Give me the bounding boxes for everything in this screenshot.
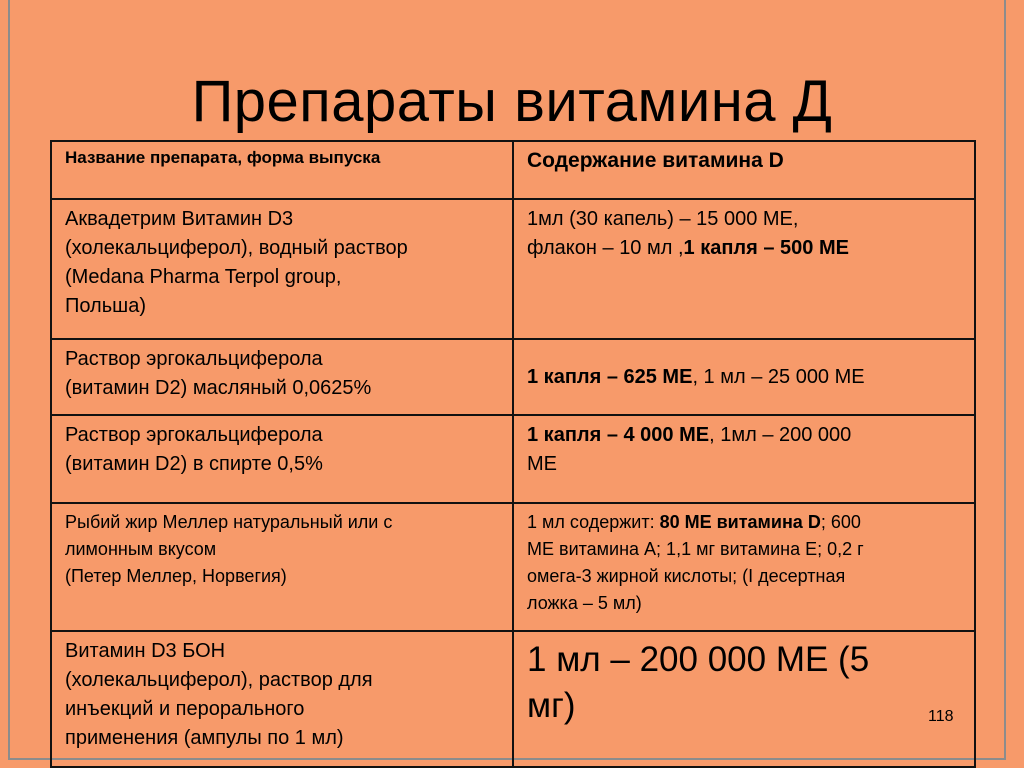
table-row bbox=[51, 339, 975, 415]
vitamin-content-cell bbox=[513, 631, 975, 767]
content-line: мг) bbox=[527, 686, 576, 725]
vitamin-content-cell bbox=[513, 415, 975, 503]
table-row bbox=[51, 503, 975, 631]
drug-name-line: Раствор эргокальциферола bbox=[65, 424, 323, 446]
drug-name-line: (холекальциферол), раствор для bbox=[65, 669, 373, 691]
drug-name-cell bbox=[51, 503, 513, 631]
drug-name-line: (витамин D2) в спирте 0,5% bbox=[65, 453, 323, 475]
content-line: 1 капля – 4 000 МЕ, 1мл – 200 000 bbox=[527, 424, 852, 446]
header-vitamin-content: Содержание витамина D bbox=[513, 141, 975, 199]
table-row bbox=[51, 415, 975, 503]
drug-name-line: (холекальциферол), водный раствор bbox=[65, 237, 408, 259]
drug-name-line: (Петер Меллер, Норвегия) bbox=[65, 566, 287, 586]
drug-name-line: инъекций и перорального bbox=[65, 698, 305, 720]
drug-name-line: Аквадетрим Витамин D3 bbox=[65, 208, 294, 230]
vitamin-content-cell bbox=[513, 339, 975, 415]
drug-name-line: Раствор эргокальциферола bbox=[65, 348, 323, 370]
drug-name-line: Витамин D3 БОН bbox=[65, 640, 226, 662]
page-number: 118 bbox=[928, 708, 954, 725]
table-row bbox=[51, 199, 975, 339]
vitamin-content-cell bbox=[513, 503, 975, 631]
drug-name-cell bbox=[51, 199, 513, 339]
vitamin-content-cell bbox=[513, 199, 975, 339]
vitamin-d-table bbox=[50, 140, 976, 768]
header-drug-name: Название препарата, форма выпуска bbox=[51, 141, 513, 199]
content-line: МЕ витамина А; 1,1 мг витамина Е; 0,2 г bbox=[527, 539, 864, 559]
drug-name-cell bbox=[51, 339, 513, 415]
content-line: 1мл (30 капель) – 15 000 МЕ, bbox=[527, 208, 799, 230]
content-line: ложка – 5 мл) bbox=[527, 593, 642, 613]
drug-name-line: применения (ампулы по 1 мл) bbox=[65, 727, 344, 749]
table-header-row bbox=[51, 141, 975, 199]
content-line: 1 капля – 625 МЕ, 1 мл – 25 000 МЕ bbox=[527, 366, 865, 388]
content-line: 1 мл – 200 000 МЕ (5 bbox=[527, 640, 870, 679]
drug-name-line: Польша) bbox=[65, 295, 146, 317]
drug-name-line: (Medana Pharma Terpol group, bbox=[65, 266, 342, 288]
content-line: МЕ bbox=[527, 453, 557, 475]
drug-name-cell bbox=[51, 415, 513, 503]
table-row bbox=[51, 631, 975, 767]
content-line: 1 мл содержит: 80 МЕ витамина D; 600 bbox=[527, 512, 861, 532]
slide-title: Препараты витамина Д bbox=[191, 69, 833, 134]
content-line: флакон – 10 мл ,1 капля – 500 МЕ bbox=[527, 237, 849, 259]
drug-name-line: Рыбий жир Меллер натуральный или с bbox=[65, 512, 393, 532]
drug-name-cell bbox=[51, 631, 513, 767]
drug-name-line: (витамин D2) масляный 0,0625% bbox=[65, 377, 372, 399]
drug-name-line: лимонным вкусом bbox=[65, 539, 217, 559]
content-line: омега-3 жирной кислоты; (I десертная bbox=[527, 566, 846, 586]
